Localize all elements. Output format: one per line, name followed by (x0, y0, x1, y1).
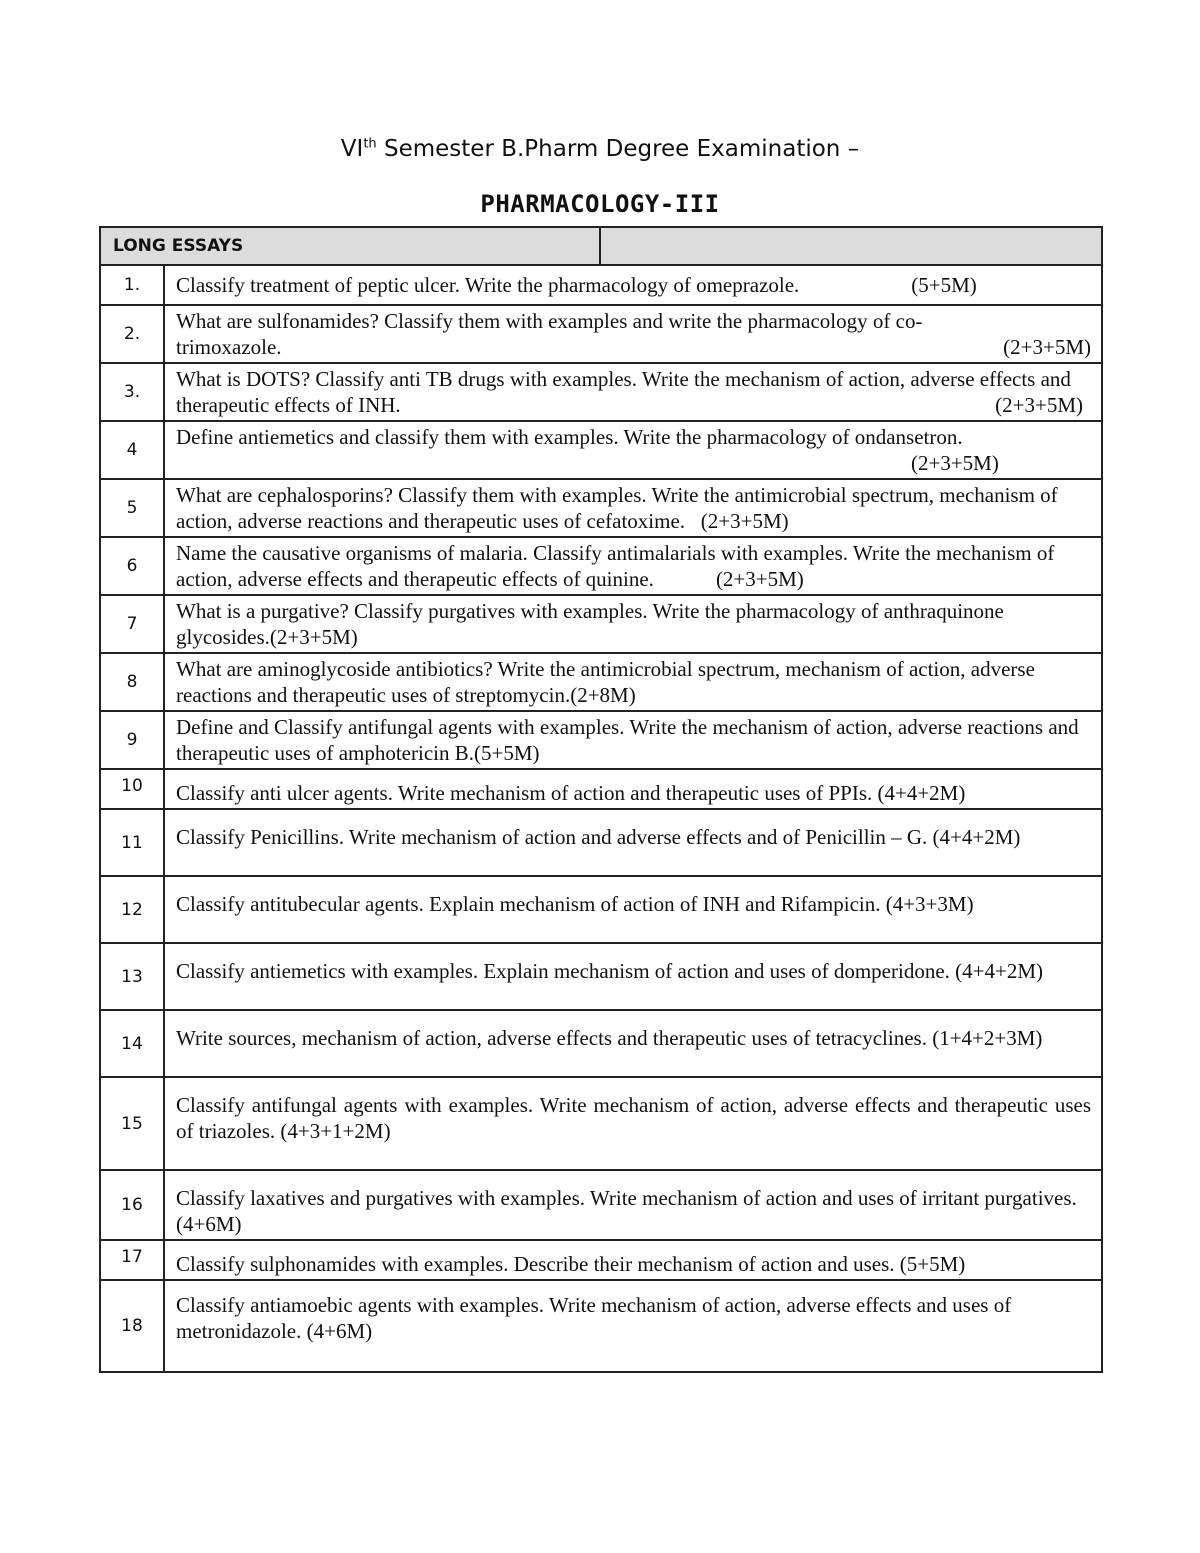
question-marks: (2+3+5M) (1003, 335, 1092, 359)
question-text-cell (164, 421, 1102, 479)
page-title (0, 136, 1200, 162)
question-text: Classify laxatives and purgatives with examples. Write mechanism of action and uses of irritant purgatives. (4+6M) (176, 1186, 1077, 1236)
question-text-cell (164, 1240, 1102, 1280)
table-row (100, 943, 1102, 1010)
question-number: 14 (100, 1010, 164, 1077)
question-text-cell (164, 595, 1102, 653)
section-label: LONG ESSAYS (100, 227, 600, 265)
question-text-cell (164, 1010, 1102, 1077)
question-number: 12 (100, 876, 164, 943)
question-text-cell (164, 653, 1102, 711)
question-number: 1. (100, 265, 164, 305)
question-marks: (2+3+5M) (911, 451, 999, 475)
subject-title: PHARMACOLOGY-III (480, 190, 720, 218)
table-row (100, 653, 1102, 711)
question-text: Classify antiemetics with examples. Explain mechanism of action and uses of domperidone. (4+4+2M) (176, 959, 1043, 983)
table-row (100, 363, 1102, 421)
question-text-cell (164, 1280, 1102, 1372)
question-text: Classify antifungal agents with examples. Write mechanism of action, adverse effects and therapeutic uses of triazoles. (4+3+1+2M) (176, 1093, 1092, 1143)
question-text-cell (164, 537, 1102, 595)
question-text-cell (164, 711, 1102, 769)
table-row (100, 265, 1102, 305)
question-text: Name the causative organisms of malaria. Classify antimalarials with examples. Write the mechanism of action, adverse effects and therapeutic effects of quinine. (176, 541, 1055, 591)
question-text: Classify antitubecular agents. Explain mechanism of action of INH and Rifampicin. (4+3+3M) (176, 892, 974, 916)
question-number: 13 (100, 943, 164, 1010)
question-text-cell (164, 1077, 1102, 1170)
question-text: Classify Penicillins. Write mechanism of action and adverse effects and of Penicillin – G. (4+4+2M) (176, 825, 1021, 849)
question-marks: (2+3+5M) (715, 567, 804, 591)
question-number: 16 (100, 1170, 164, 1240)
question-number: 3. (100, 363, 164, 421)
question-number: 2. (100, 305, 164, 363)
question-text: Write sources, mechanism of action, adverse effects and therapeutic uses of tetracyclines. (1+4+2+3M) (176, 1026, 1043, 1050)
question-number: 6 (100, 537, 164, 595)
title-rest: Semester B.Pharm Degree Examination – (376, 136, 860, 162)
question-text: Define and Classify antifungal agents with examples. Write the mechanism of action, adverse reactions and therapeutic uses of amphotericin B.(5+5M) (176, 715, 1079, 765)
table-row (100, 1240, 1102, 1280)
question-text-cell (164, 479, 1102, 537)
question-text-cell (164, 363, 1102, 421)
question-text-cell (164, 769, 1102, 809)
question-text: What is a purgative? Classify purgatives with examples. Write the pharmacology of anthraquinone glycosides.(2+3+5M) (176, 599, 1004, 649)
questions-table (99, 226, 1103, 1373)
question-number: 4 (100, 421, 164, 479)
table-row (100, 809, 1102, 876)
question-marks: (2+3+5M) (995, 393, 1084, 417)
question-number: 18 (100, 1280, 164, 1372)
table-row (100, 1010, 1102, 1077)
question-number: 10 (100, 769, 164, 809)
question-number: 7 (100, 595, 164, 653)
question-text: What is DOTS? Classify anti TB drugs with examples. Write the mechanism of action, adverse effects and therapeutic effects of INH. (176, 367, 1071, 417)
question-number: 15 (100, 1077, 164, 1170)
table-row (100, 1170, 1102, 1240)
question-text: Classify sulphonamides with examples. Describe their mechanism of action and uses. (5+5M) (176, 1252, 966, 1276)
table-row (100, 1077, 1102, 1170)
table-row (100, 305, 1102, 363)
question-text-cell (164, 265, 1102, 305)
title-prefix: VI (340, 136, 364, 162)
table-row (100, 1280, 1102, 1372)
question-text-cell (164, 943, 1102, 1010)
question-text: Define antiemetics and classify them with examples. Write the pharmacology of ondansetron. (176, 425, 963, 449)
table-row (100, 421, 1102, 479)
question-text: What are sulfonamides? Classify them with examples and write the pharmacology of co-trimoxazole. (176, 309, 923, 359)
question-text-cell (164, 809, 1102, 876)
table-row (100, 711, 1102, 769)
question-marks: (2+3+5M) (700, 509, 789, 533)
question-text: Classify treatment of peptic ulcer. Write the pharmacology of omeprazole. (176, 273, 800, 297)
title-superscript: th (363, 136, 377, 152)
table-row (100, 769, 1102, 809)
question-text: Classify antiamoebic agents with examples. Write mechanism of action, adverse effects and uses of metronidazole. (4+6M) (176, 1293, 1012, 1343)
question-marks: (5+5M) (911, 273, 977, 297)
question-text-cell (164, 1170, 1102, 1240)
question-number: 11 (100, 809, 164, 876)
table-header-row (100, 227, 1102, 265)
question-number: 9 (100, 711, 164, 769)
question-text-cell (164, 876, 1102, 943)
table-row (100, 595, 1102, 653)
question-number: 17 (100, 1240, 164, 1280)
question-text: Classify anti ulcer agents. Write mechanism of action and therapeutic uses of PPIs. (4+4+2M) (176, 781, 966, 805)
question-text-cell (164, 305, 1102, 363)
question-text: What are aminoglycoside antibiotics? Write the antimicrobial spectrum, mechanism of action, adverse reactions and therapeutic uses of streptomycin.(2+8M) (176, 657, 1035, 707)
section-right-cell (600, 227, 1102, 265)
table-row (100, 479, 1102, 537)
question-number: 8 (100, 653, 164, 711)
question-text: What are cephalosporins? Classify them with examples. Write the antimicrobial spectrum, mechanism of action, adverse reactions and therapeutic uses of cefatoxime. (176, 483, 1058, 533)
table-row (100, 876, 1102, 943)
question-number: 5 (100, 479, 164, 537)
table-row (100, 537, 1102, 595)
